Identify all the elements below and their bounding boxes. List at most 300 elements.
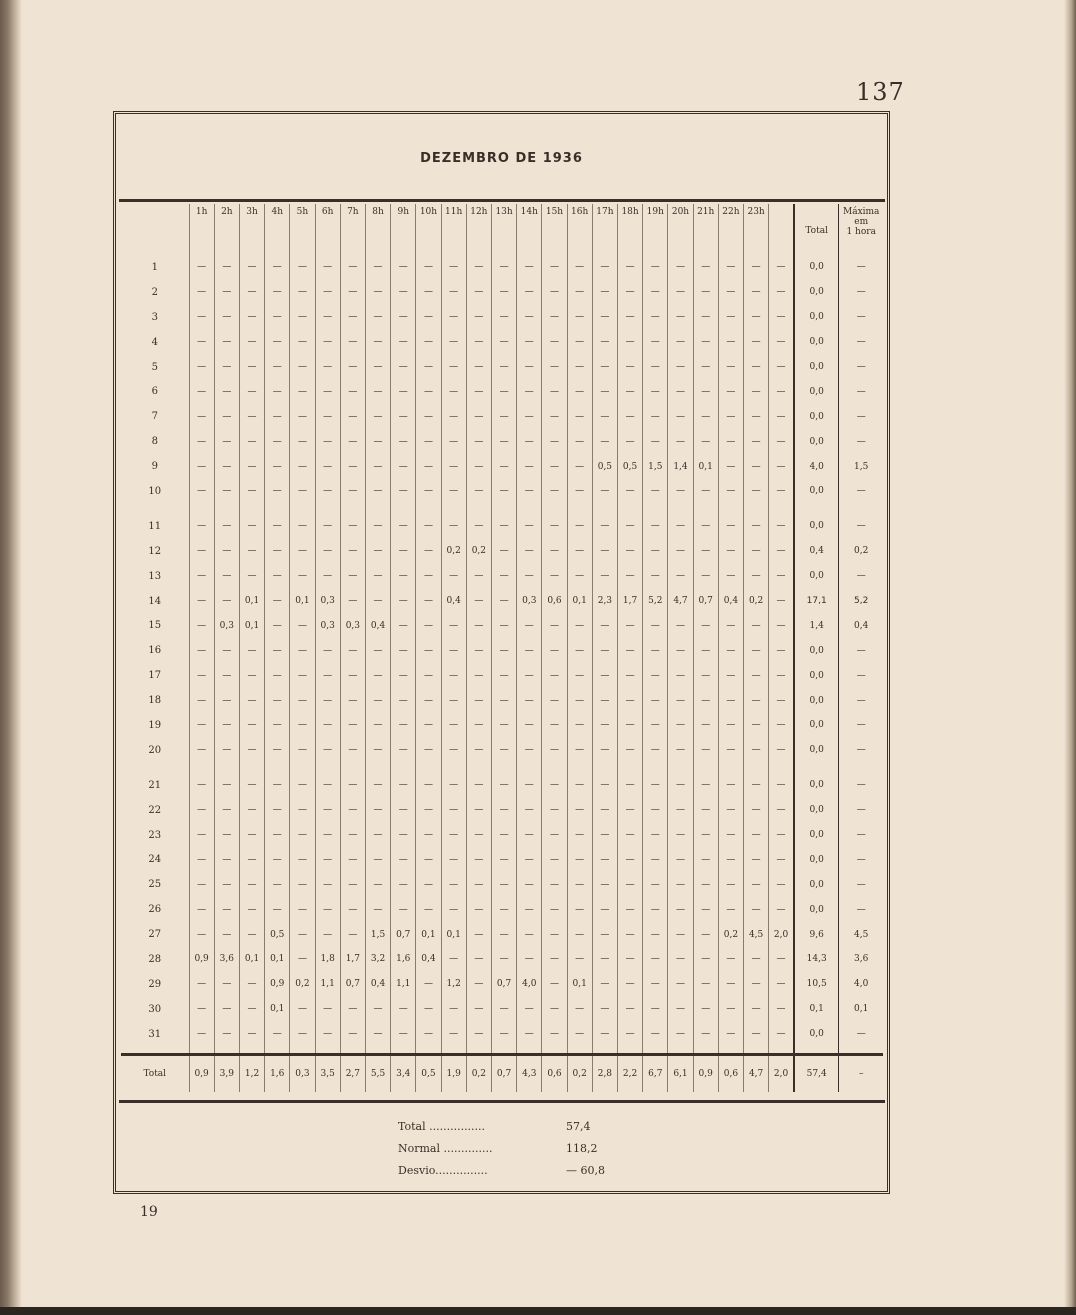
hourly-dash: —: [340, 479, 365, 504]
hourly-dash: —: [441, 613, 466, 638]
hourly-dash: —: [214, 514, 239, 539]
hourly-dash: —: [769, 355, 794, 380]
day-number: 15: [148, 620, 162, 632]
hourly-dash: —: [416, 997, 441, 1022]
day-max: —: [839, 255, 883, 280]
hourly-dash: —: [441, 429, 466, 454]
hourly-dash: —: [517, 613, 542, 638]
hourly-dash: —: [769, 454, 794, 479]
hourly-dash: —: [491, 330, 516, 355]
hourly-dash: —: [542, 330, 567, 355]
hourly-dash: —: [214, 638, 239, 663]
hourly-value: 0,1: [441, 922, 466, 947]
hourly-dash: —: [466, 1022, 491, 1047]
hourly-dash: —: [693, 429, 718, 454]
hourly-dash: —: [265, 539, 290, 564]
hourly-value: 3,6: [214, 947, 239, 972]
hourly-dash: —: [517, 404, 542, 429]
day-number: 13: [148, 570, 162, 582]
hourly-dash: —: [643, 847, 668, 872]
hourly-dash: —: [265, 897, 290, 922]
hourly-dash: —: [441, 688, 466, 713]
hourly-dash: —: [239, 330, 264, 355]
day-max: —: [839, 688, 883, 713]
hourly-dash: —: [265, 355, 290, 380]
hourly-dash: —: [365, 872, 390, 897]
hourly-dash: —: [391, 897, 416, 922]
hourly-dash: —: [466, 798, 491, 823]
hourly-dash: —: [693, 255, 718, 280]
hourly-dash: —: [391, 823, 416, 848]
hourly-dash: —: [265, 1022, 290, 1047]
table-row: [121, 798, 883, 823]
summary-normal-line: [398, 1138, 626, 1160]
hourly-dash: —: [693, 897, 718, 922]
hourly-dash: —: [542, 564, 567, 589]
hourly-dash: —: [542, 514, 567, 539]
header-hour: 1h: [189, 204, 214, 255]
hourly-dash: —: [441, 355, 466, 380]
hourly-dash: —: [517, 330, 542, 355]
hourly-dash: —: [718, 897, 743, 922]
page-number: 137: [856, 78, 905, 106]
hourly-dash: —: [744, 713, 769, 738]
hourly-dash: —: [567, 1022, 592, 1047]
hourly-dash: —: [491, 872, 516, 897]
hourly-dash: —: [744, 404, 769, 429]
hourly-dash: —: [416, 897, 441, 922]
hourly-value: 0,6: [542, 589, 567, 614]
hourly-dash: —: [744, 847, 769, 872]
hourly-value: 4,7: [668, 589, 693, 614]
day-max: —: [839, 738, 883, 763]
hourly-dash: —: [517, 847, 542, 872]
hourly-dash: —: [718, 539, 743, 564]
hourly-dash: —: [542, 454, 567, 479]
day-total: 0,4: [794, 539, 839, 564]
hourly-dash: —: [693, 280, 718, 305]
hourly-value: 1,4: [668, 454, 693, 479]
hourly-dash: —: [189, 922, 214, 947]
hourly-dash: —: [744, 564, 769, 589]
hourly-dash: —: [315, 872, 340, 897]
hourly-dash: —: [416, 564, 441, 589]
hourly-dash: —: [542, 897, 567, 922]
hourly-dash: —: [265, 479, 290, 504]
hourly-dash: —: [491, 514, 516, 539]
hourly-dash: —: [517, 922, 542, 947]
hourly-dash: —: [643, 404, 668, 429]
hourly-dash: —: [491, 847, 516, 872]
hourly-dash: —: [567, 255, 592, 280]
day-max: —: [839, 514, 883, 539]
hourly-dash: —: [214, 847, 239, 872]
hourly-dash: —: [517, 947, 542, 972]
hourly-dash: —: [189, 514, 214, 539]
hourly-dash: —: [769, 713, 794, 738]
hourly-dash: —: [542, 947, 567, 972]
grand-max: –: [839, 1054, 883, 1092]
day-number: 29: [148, 978, 162, 990]
hourly-dash: —: [718, 255, 743, 280]
day-max: —: [839, 897, 883, 922]
hourly-dash: —: [189, 1022, 214, 1047]
hourly-dash: —: [365, 429, 390, 454]
table-row: [121, 947, 883, 972]
hourly-dash: —: [466, 897, 491, 922]
hourly-dash: —: [416, 688, 441, 713]
hourly-dash: —: [466, 847, 491, 872]
hourly-value: 0,4: [416, 947, 441, 972]
hourly-dash: —: [290, 514, 315, 539]
hourly-dash: —: [265, 454, 290, 479]
hourly-dash: —: [617, 922, 642, 947]
hourly-dash: —: [290, 564, 315, 589]
header-hour: 10h: [416, 204, 441, 255]
day-total: 17,1: [794, 589, 839, 614]
hourly-dash: —: [265, 379, 290, 404]
hourly-dash: —: [668, 379, 693, 404]
hourly-dash: —: [239, 823, 264, 848]
hourly-dash: —: [668, 922, 693, 947]
hourly-dash: —: [617, 330, 642, 355]
hourly-dash: —: [340, 454, 365, 479]
hourly-dash: —: [189, 663, 214, 688]
hourly-dash: —: [365, 514, 390, 539]
hourly-dash: —: [693, 823, 718, 848]
day-total: 0,0: [794, 638, 839, 663]
day-number: 1: [151, 261, 158, 273]
hourly-dash: —: [340, 713, 365, 738]
hourly-dash: —: [466, 355, 491, 380]
hourly-dash: —: [769, 379, 794, 404]
hourly-dash: —: [315, 798, 340, 823]
hourly-dash: —: [189, 280, 214, 305]
hourly-dash: —: [391, 564, 416, 589]
summary-desvio-value: — 60,8: [566, 1164, 605, 1177]
hourly-dash: —: [718, 847, 743, 872]
hourly-dash: —: [391, 589, 416, 614]
day-max: 0,4: [839, 613, 883, 638]
row-gap: [121, 763, 883, 773]
hourly-dash: —: [592, 872, 617, 897]
hourly-dash: —: [744, 355, 769, 380]
hourly-dash: —: [769, 429, 794, 454]
hourly-dash: —: [643, 897, 668, 922]
hourly-dash: —: [542, 638, 567, 663]
hourly-dash: —: [668, 514, 693, 539]
hourly-dash: —: [491, 305, 516, 330]
hour-total: 4,3: [517, 1054, 542, 1092]
hourly-dash: —: [643, 947, 668, 972]
hourly-dash: —: [517, 280, 542, 305]
hourly-dash: —: [542, 972, 567, 997]
hourly-dash: —: [290, 713, 315, 738]
hourly-dash: —: [214, 589, 239, 614]
hourly-dash: —: [769, 663, 794, 688]
hourly-dash: —: [315, 454, 340, 479]
hourly-dash: —: [214, 255, 239, 280]
hourly-value: 0,7: [491, 972, 516, 997]
hourly-dash: —: [744, 305, 769, 330]
day-total: 0,0: [794, 897, 839, 922]
hourly-dash: —: [491, 539, 516, 564]
hourly-dash: —: [315, 280, 340, 305]
header-hour: 7h: [340, 204, 365, 255]
hourly-value: 4,0: [517, 972, 542, 997]
day-number: 22: [148, 804, 162, 816]
hourly-dash: —: [290, 663, 315, 688]
hourly-dash: —: [239, 305, 264, 330]
hourly-dash: —: [365, 589, 390, 614]
hourly-dash: —: [491, 823, 516, 848]
hourly-value: 1,7: [340, 947, 365, 972]
hourly-value: 0,2: [441, 539, 466, 564]
day-number: 16: [148, 645, 162, 657]
day-number: 17: [148, 670, 162, 682]
hourly-dash: —: [744, 663, 769, 688]
hourly-dash: —: [744, 823, 769, 848]
hourly-value: 5,2: [643, 589, 668, 614]
hourly-dash: —: [769, 514, 794, 539]
hourly-dash: —: [441, 379, 466, 404]
hourly-dash: —: [441, 305, 466, 330]
hourly-dash: —: [491, 564, 516, 589]
hourly-value: 2,3: [592, 589, 617, 614]
hourly-dash: —: [718, 454, 743, 479]
hourly-dash: —: [643, 713, 668, 738]
hourly-dash: —: [315, 330, 340, 355]
hourly-dash: —: [744, 613, 769, 638]
day-total: 4,0: [794, 454, 839, 479]
header-max-line: 1 hora: [846, 227, 876, 237]
hourly-dash: —: [491, 922, 516, 947]
hourly-dash: —: [718, 663, 743, 688]
hourly-value: 0,2: [290, 972, 315, 997]
hourly-dash: —: [567, 330, 592, 355]
hourly-dash: —: [265, 798, 290, 823]
hourly-dash: —: [769, 897, 794, 922]
hourly-dash: —: [567, 773, 592, 798]
hourly-dash: —: [340, 539, 365, 564]
hourly-dash: —: [441, 872, 466, 897]
hourly-dash: —: [466, 688, 491, 713]
hourly-dash: —: [340, 798, 365, 823]
hourly-dash: —: [693, 738, 718, 763]
hour-total: 3,5: [315, 1054, 340, 1092]
hourly-dash: —: [693, 539, 718, 564]
summary-desvio-label: Desvio...............: [398, 1164, 488, 1177]
hourly-dash: —: [416, 355, 441, 380]
header-hour: 3h: [239, 204, 264, 255]
hourly-dash: —: [718, 972, 743, 997]
hourly-dash: —: [617, 713, 642, 738]
hourly-dash: —: [744, 514, 769, 539]
hourly-dash: —: [239, 713, 264, 738]
hourly-dash: —: [265, 514, 290, 539]
hourly-dash: —: [416, 663, 441, 688]
hourly-dash: —: [592, 404, 617, 429]
hourly-dash: —: [340, 897, 365, 922]
hourly-value: 2,0: [769, 922, 794, 947]
header-hour: 16h: [567, 204, 592, 255]
hourly-dash: —: [290, 479, 315, 504]
hourly-dash: —: [365, 847, 390, 872]
hourly-dash: —: [491, 355, 516, 380]
hourly-dash: —: [668, 564, 693, 589]
hourly-dash: —: [239, 1022, 264, 1047]
header-max-line: Máxima: [842, 207, 880, 217]
hourly-dash: —: [769, 479, 794, 504]
hourly-dash: —: [718, 613, 743, 638]
table-row: [121, 355, 883, 380]
hourly-dash: —: [239, 997, 264, 1022]
hourly-dash: —: [567, 847, 592, 872]
hour-total: 0,6: [542, 1054, 567, 1092]
hourly-dash: —: [189, 539, 214, 564]
hourly-dash: —: [290, 847, 315, 872]
hourly-dash: —: [643, 514, 668, 539]
hourly-dash: —: [214, 404, 239, 429]
hourly-value: 1,6: [391, 947, 416, 972]
hourly-dash: —: [391, 280, 416, 305]
day-total: 0,0: [794, 429, 839, 454]
hourly-dash: —: [189, 688, 214, 713]
hourly-value: 0,7: [693, 589, 718, 614]
hourly-dash: —: [441, 947, 466, 972]
hourly-dash: —: [592, 255, 617, 280]
hourly-dash: —: [491, 798, 516, 823]
hourly-dash: —: [315, 713, 340, 738]
hourly-dash: —: [769, 404, 794, 429]
hourly-dash: —: [643, 738, 668, 763]
totals-row: [121, 1054, 883, 1092]
hourly-dash: —: [416, 514, 441, 539]
hourly-dash: —: [290, 539, 315, 564]
hour-total: 2,8: [592, 1054, 617, 1092]
day-max: —: [839, 280, 883, 305]
hourly-dash: —: [668, 823, 693, 848]
hourly-dash: —: [643, 922, 668, 947]
hourly-dash: —: [592, 613, 617, 638]
hourly-dash: —: [517, 1022, 542, 1047]
hourly-dash: —: [189, 589, 214, 614]
hourly-dash: —: [567, 897, 592, 922]
day-total: 0,0: [794, 514, 839, 539]
hourly-dash: —: [315, 823, 340, 848]
day-number: 31: [148, 1028, 162, 1040]
table-row: [121, 613, 883, 638]
hourly-dash: —: [214, 539, 239, 564]
hourly-dash: —: [391, 1022, 416, 1047]
hourly-dash: —: [718, 738, 743, 763]
hourly-value: 1,7: [617, 589, 642, 614]
hourly-dash: —: [466, 255, 491, 280]
hourly-dash: —: [693, 379, 718, 404]
hourly-dash: —: [416, 1022, 441, 1047]
table-row: [121, 663, 883, 688]
hourly-dash: —: [214, 823, 239, 848]
hourly-dash: —: [744, 738, 769, 763]
table-row: [121, 922, 883, 947]
hourly-dash: —: [290, 773, 315, 798]
hourly-dash: —: [693, 688, 718, 713]
hourly-dash: —: [265, 613, 290, 638]
hourly-dash: —: [668, 997, 693, 1022]
hourly-dash: —: [290, 823, 315, 848]
hourly-dash: —: [365, 280, 390, 305]
hour-total: 0,5: [416, 1054, 441, 1092]
hourly-dash: —: [214, 798, 239, 823]
day-number: 19: [148, 719, 162, 731]
hourly-dash: —: [718, 429, 743, 454]
day-max: —: [839, 379, 883, 404]
hourly-dash: —: [769, 972, 794, 997]
hourly-dash: —: [340, 1022, 365, 1047]
hourly-dash: —: [265, 738, 290, 763]
hourly-dash: —: [769, 564, 794, 589]
hourly-dash: —: [441, 454, 466, 479]
hourly-dash: —: [491, 997, 516, 1022]
hourly-dash: —: [592, 514, 617, 539]
hourly-dash: —: [668, 1022, 693, 1047]
hourly-dash: —: [668, 773, 693, 798]
hourly-dash: —: [693, 872, 718, 897]
day-number: 27: [148, 929, 162, 941]
hourly-dash: —: [441, 280, 466, 305]
hourly-dash: —: [643, 663, 668, 688]
hourly-dash: —: [466, 972, 491, 997]
hourly-dash: —: [416, 255, 441, 280]
hourly-dash: —: [466, 738, 491, 763]
hourly-dash: —: [265, 713, 290, 738]
hourly-value: 0,1: [693, 454, 718, 479]
hourly-dash: —: [718, 872, 743, 897]
hourly-dash: —: [290, 997, 315, 1022]
hourly-dash: —: [416, 539, 441, 564]
hourly-dash: —: [239, 897, 264, 922]
hourly-dash: —: [491, 638, 516, 663]
hourly-dash: —: [239, 355, 264, 380]
hourly-dash: —: [365, 379, 390, 404]
day-max: —: [839, 330, 883, 355]
day-total: 0,0: [794, 404, 839, 429]
day-total: 10,5: [794, 972, 839, 997]
day-total: 0,0: [794, 255, 839, 280]
day-total: 0,0: [794, 688, 839, 713]
table-row: [121, 564, 883, 589]
hourly-dash: —: [290, 1022, 315, 1047]
hourly-dash: —: [391, 454, 416, 479]
hourly-dash: —: [340, 638, 365, 663]
hourly-dash: —: [365, 355, 390, 380]
hourly-dash: —: [617, 798, 642, 823]
hourly-dash: —: [718, 305, 743, 330]
hourly-dash: —: [466, 454, 491, 479]
totals-separator: [121, 1047, 883, 1055]
hourly-dash: —: [542, 429, 567, 454]
hourly-dash: —: [744, 773, 769, 798]
hourly-dash: —: [592, 773, 617, 798]
table-row: [121, 539, 883, 564]
hourly-dash: —: [416, 404, 441, 429]
hourly-dash: —: [617, 638, 642, 663]
hourly-dash: —: [617, 479, 642, 504]
hourly-dash: —: [340, 280, 365, 305]
hourly-dash: —: [567, 429, 592, 454]
hourly-dash: —: [567, 922, 592, 947]
hourly-dash: —: [365, 713, 390, 738]
